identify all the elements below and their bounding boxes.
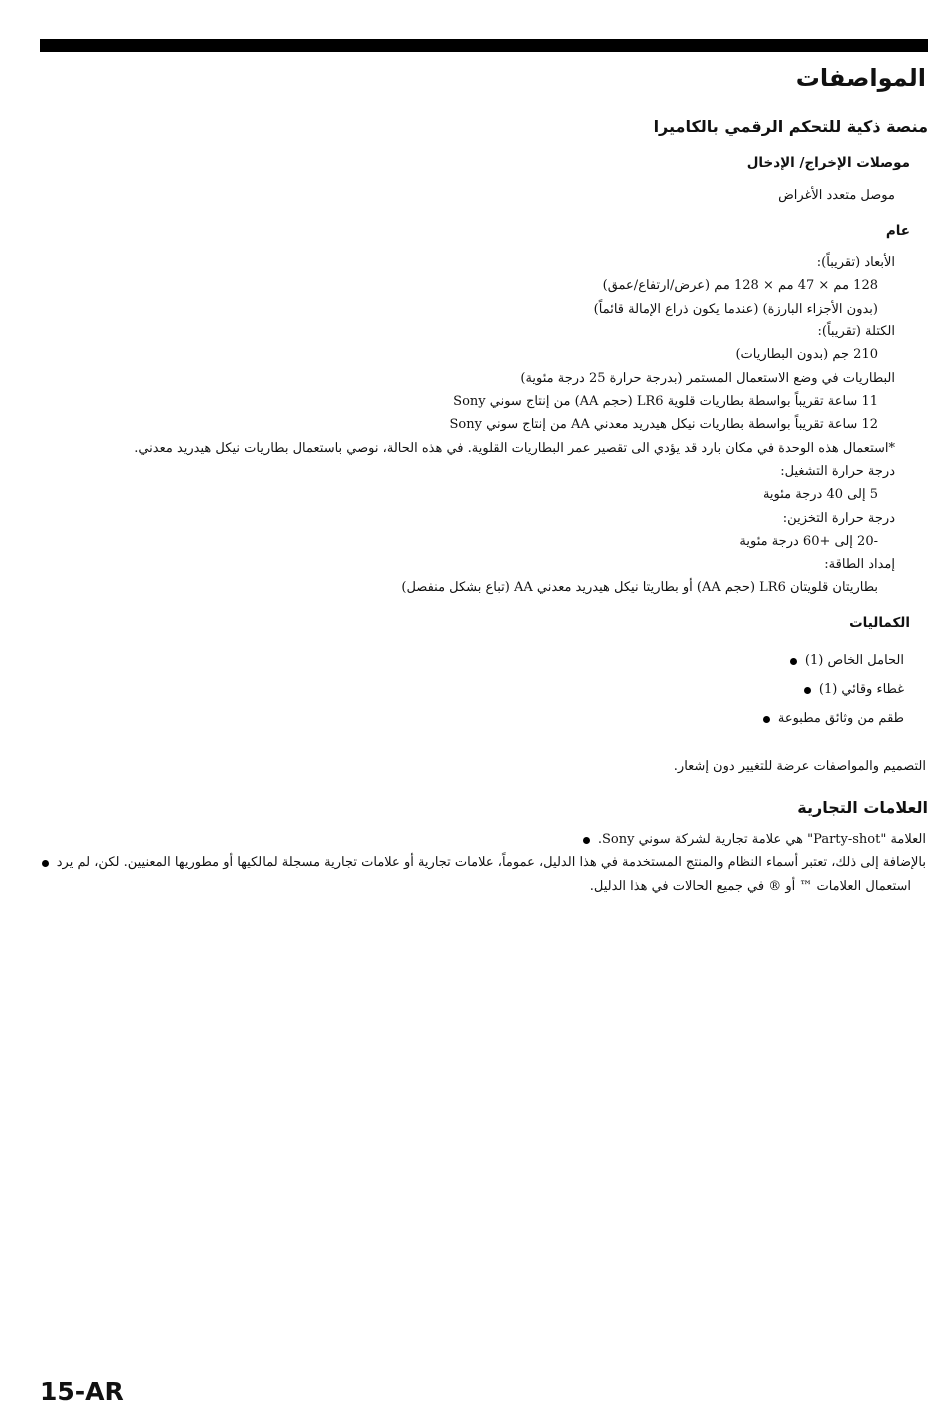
trademark-item: [583, 831, 926, 849]
battery-alkaline: 11 ساعة تقريباً بواسطة بطاريات قلوية LR6 (حجم AA) من إنتاج سوني Sony: [453, 394, 878, 409]
page-title: المواصفات: [795, 64, 926, 92]
general-heading: عام: [885, 223, 910, 239]
page-number: 15-AR: [40, 1377, 124, 1406]
bullet-icon: [790, 658, 797, 665]
battery-label: البطاريات في وضع الاستعمال المستمر (بدرجة حرارة 25 درجة مئوية): [520, 371, 895, 386]
accessory-item-label: غطاء وقائي (1): [818, 682, 904, 697]
bullet-icon: [804, 687, 811, 694]
power-value: بطاريتان قلويتان LR6 (حجم AA) أو بطاريتا نيكل هيدريد معدني AA (تباع بشكل منفصل): [401, 580, 878, 595]
accessory-item: [790, 652, 904, 670]
bullet-icon: [763, 716, 770, 723]
disclaimer: التصميم والمواصفات عرضة للتغيير دون إشعار.: [673, 759, 926, 774]
trademark-item: [42, 854, 926, 872]
trademarks-heading: العلامات التجارية: [797, 798, 928, 817]
dimensions-value: 128 مم × 47 مم × 128 مم (عرض/ارتفاع/عمق): [602, 278, 878, 293]
bullet-icon: [583, 837, 590, 844]
op-temp-label: درجة حرارة التشغيل:: [780, 464, 895, 479]
bullet-icon: [42, 860, 49, 867]
accessories-heading: الكماليات: [849, 615, 910, 631]
power-label: إمداد الطاقة:: [824, 557, 895, 572]
io-item: موصل متعدد الأغراض: [778, 188, 895, 203]
battery-note: *استعمال هذه الوحدة في مكان بارد قد يؤدي الى تقصير عمر البطاريات القلوية. في هذه الحالة، نوصي باستعمال بطاريات نيكل هيدريد معدني.: [134, 441, 895, 456]
header-rule: [40, 39, 928, 52]
battery-nimh: 12 ساعة تقريباً بواسطة بطاريات نيكل هيدريد معدني AA من إنتاج سوني Sony: [449, 417, 878, 432]
mass-label: الكتلة (تقريباً):: [817, 324, 895, 339]
dimensions-note: (بدون الأجزاء البارزة) (عندما يكون ذراع الإمالة قائماً): [593, 302, 878, 317]
accessory-item: [804, 681, 904, 699]
accessory-item-label: الحامل الخاص (1): [804, 653, 904, 668]
storage-temp-label: درجة حرارة التخزين:: [782, 511, 895, 526]
trademark-item-text: العلامة "Party-shot" هي علامة تجارية لشركة سوني Sony.: [597, 832, 926, 847]
trademark-item-continuation: استعمال العلامات ™ أو ® في جميع الحالات في هذا الدليل.: [589, 879, 911, 894]
io-heading: موصلات الإخراج/ الإدخال: [746, 155, 910, 171]
dimensions-label: الأبعاد (تقريباً):: [816, 255, 895, 270]
mass-value: 210 جم (بدون البطاريات): [735, 347, 878, 362]
storage-temp-value: -20 إلى +60 درجة مئوية: [739, 534, 878, 549]
trademark-item-text: بالإضافة إلى ذلك، تعتبر أسماء النظام والمنتج المستخدمة في هذا الدليل، عموماً، علامات تجارية أو علامات تجارية مسجلة لمالكيها أو مطوريها المعنيين. لكن، لم يرد: [56, 855, 926, 870]
op-temp-value: 5 إلى 40 درجة مئوية: [762, 487, 878, 502]
accessory-item-label: طقم من وثائق مطبوعة: [777, 711, 904, 726]
product-name-heading: منصة ذكية للتحكم الرقمي بالكاميرا: [653, 117, 928, 136]
accessory-item: [763, 710, 904, 728]
